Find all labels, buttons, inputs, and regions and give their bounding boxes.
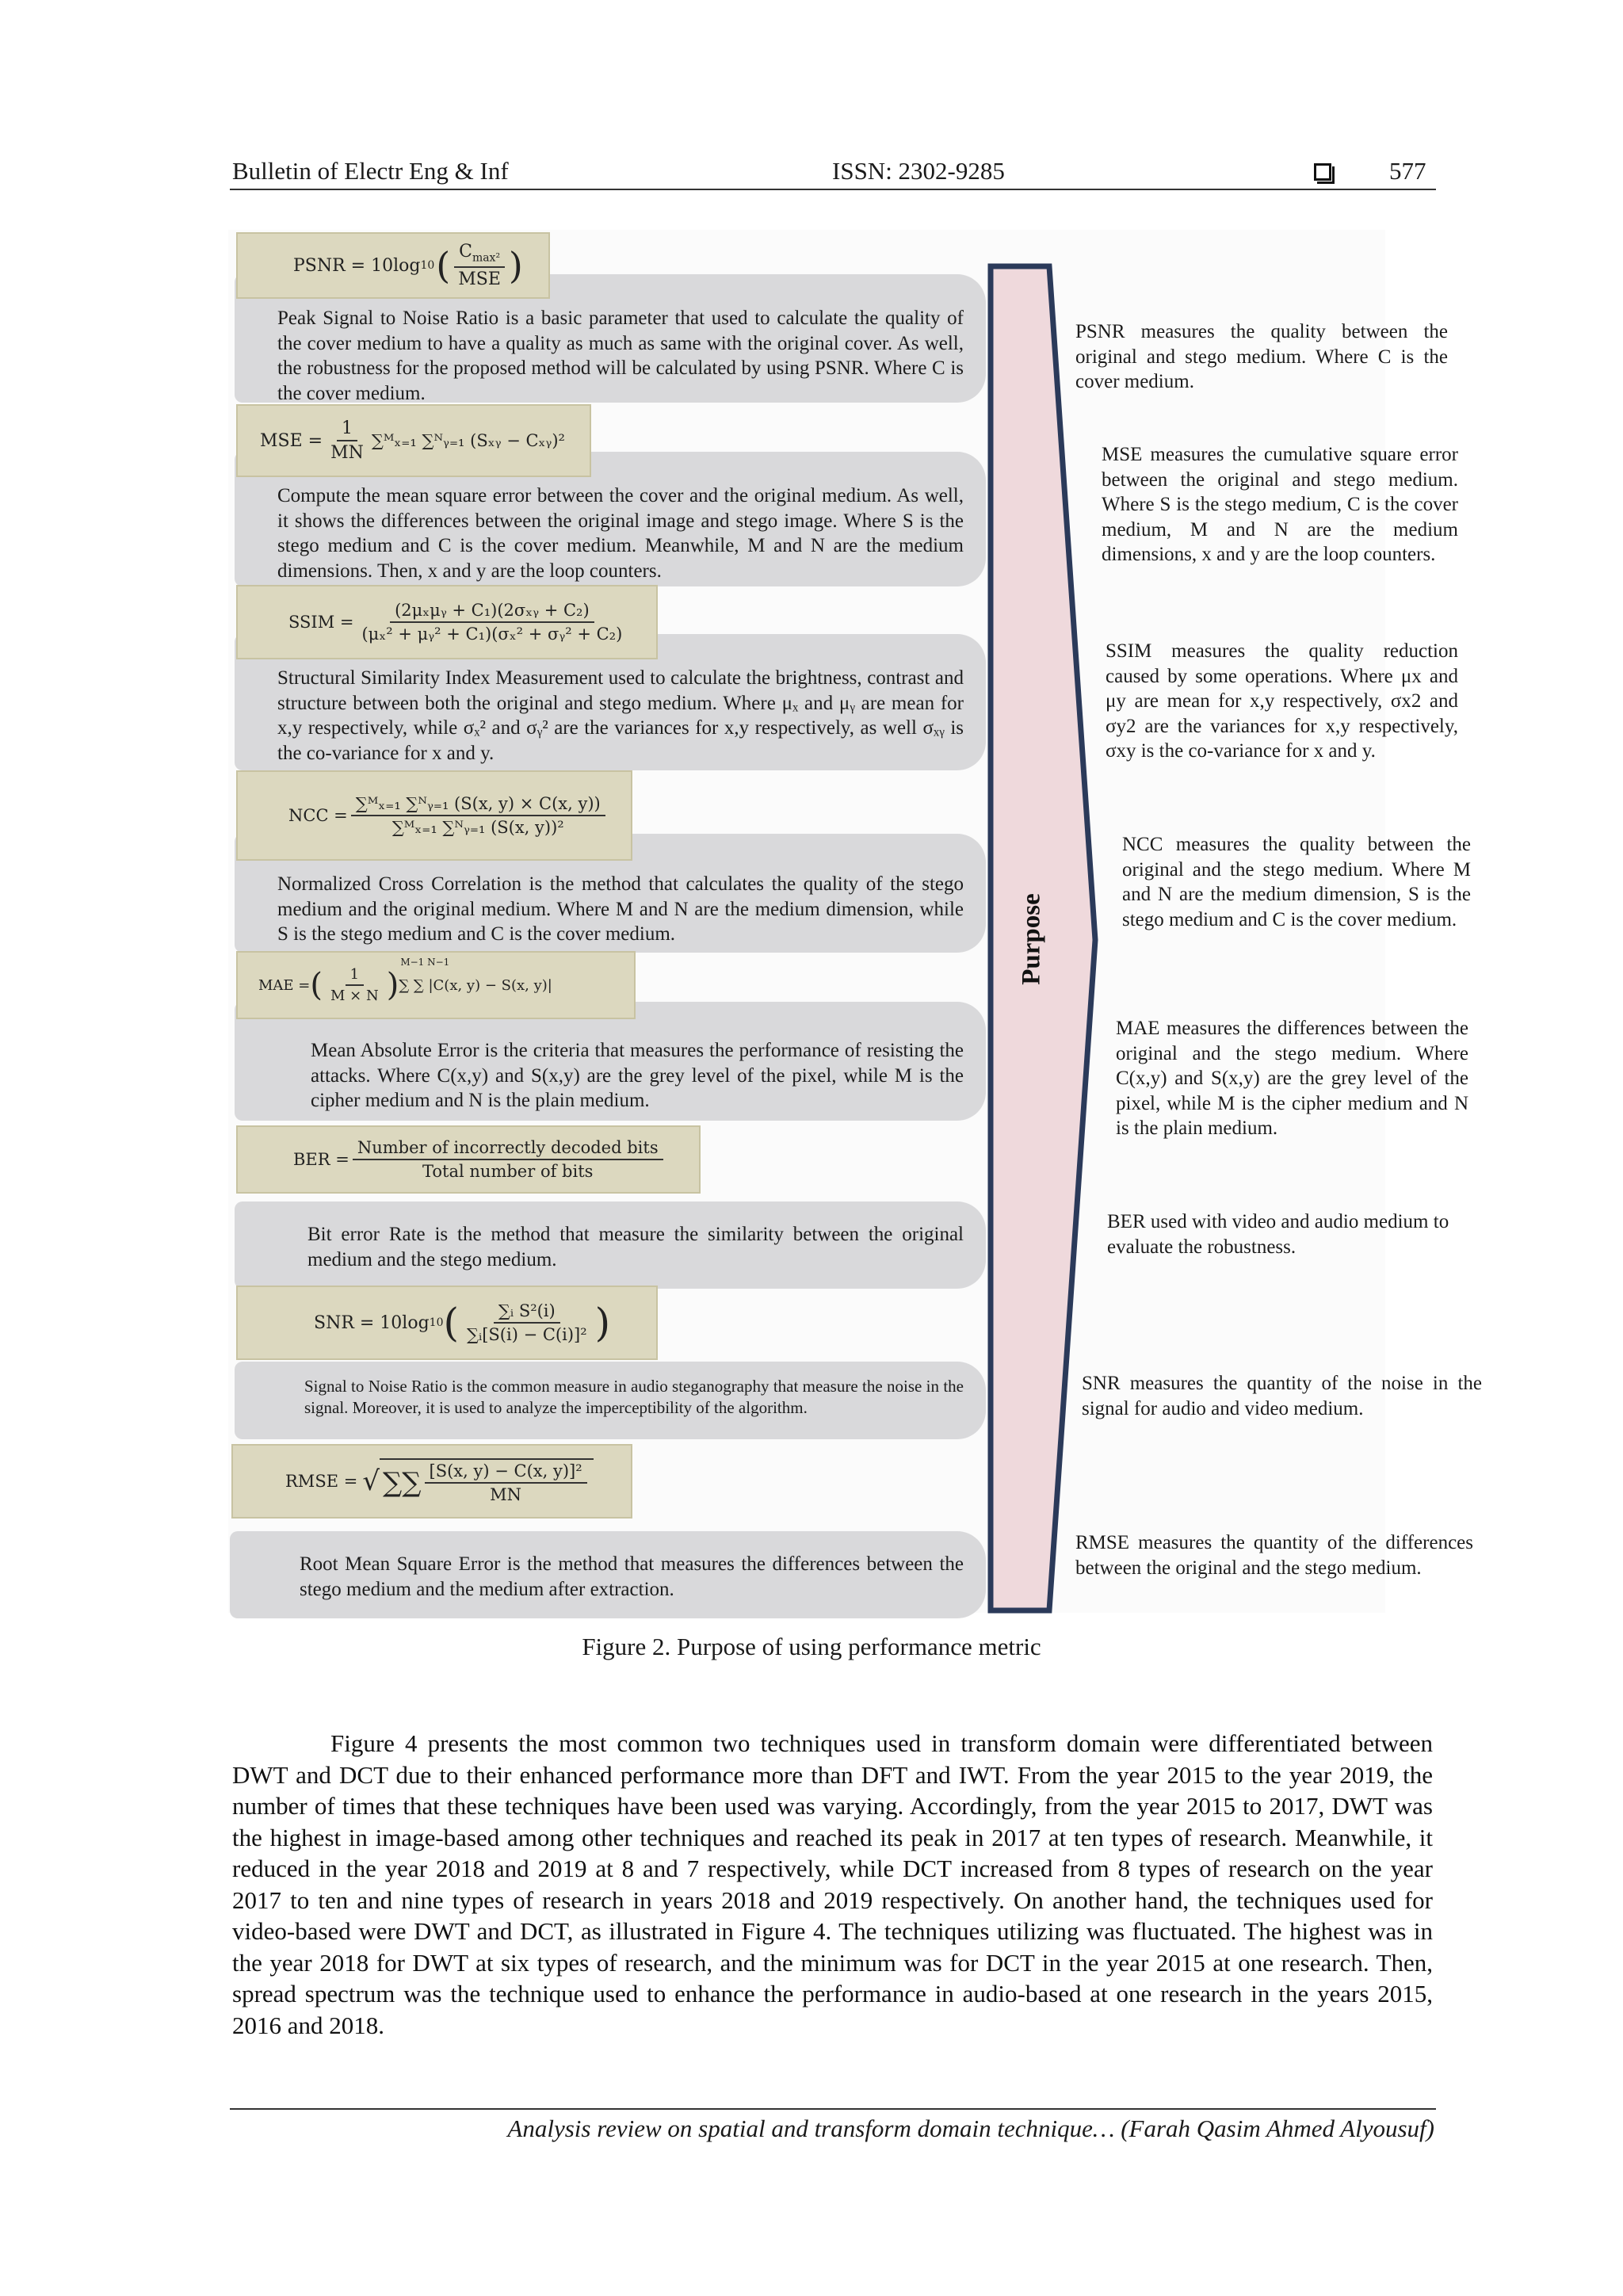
paren-right: ) [386, 967, 399, 1003]
snr-den: ∑ᵢ[S(i) − C(i)]² [467, 1325, 587, 1344]
snr-formula [236, 1286, 658, 1360]
ncc-purpose: NCC measures the quality between the original and the stego medium. Where M and N are the medium dimension, S is the stego medium and C is the cover medium. [1122, 834, 1471, 930]
snr-formula-lhs: SNR = 10log [314, 1312, 430, 1333]
mse-purpose: MSE measures the cumulative square error between the original and stego medium. Where S is the stego medium, C is the cover medium, M and N are the medium dimensions, x and y are the loop counters. [1102, 444, 1458, 565]
mae-sum [399, 956, 552, 994]
ber-description-text: Bit error Rate is the method that measure the similarity between the original medium and the stego medium. [307, 1224, 964, 1270]
figure-caption: Figure 2. Purpose of using performance metric [582, 1633, 1041, 1660]
ssim-fraction [357, 601, 627, 644]
psnr-formula [236, 232, 550, 299]
ber-purpose: BER used with video and audio medium to evaluate the robustness. [1107, 1211, 1449, 1258]
paren-left: ( [443, 1300, 460, 1346]
footer-rule [230, 2108, 1436, 2110]
mae-description-text: Mean Absolute Error is the criteria that measures the performance of resisting the attacks. Where C(x,y) and S(x,y) are the grey level of the pixel, while M is the cipher medium and N is the plain medium. [311, 1040, 964, 1111]
ncc-fraction [351, 794, 605, 837]
ssim-num: (2μₓμᵧ + C₁)(2σₓᵧ + C₂) [390, 601, 594, 623]
psnr-formula-lhs: PSNR = 10log [293, 255, 421, 276]
mae-limits: M−1 N−1 [400, 956, 450, 968]
mse-formula-rest: ∑ᴹₓ₌₁ ∑ᴺᵧ₌₁ (Sₓᵧ − Cₓᵧ)² [371, 431, 565, 450]
mae-frac-den: M × N [330, 988, 379, 1004]
ssim-description-text: Structural Similarity Index Measurement used to calculate the brightness, contrast and structure between both the original and stego medium. Where μₓ and μᵧ are mean for x,y respectively, while σₓ² and σᵧ² are the variances for x,y respectively, as well σₓᵧ is the co-variance for x and y. [277, 667, 964, 764]
mse-description-text: Compute the mean square error between the cover and the original medium. As well, it shows the differences between the original image and stego image. Where S is the stego medium and C is the cover medium. Meanwhile, M and N are the medium dimensions. Then, x and y are the loop counters. [277, 485, 964, 582]
rmse-radicand [380, 1458, 594, 1504]
mae-fraction [326, 966, 384, 1004]
mae-frac-num: 1 [346, 966, 364, 986]
psnr-fraction [453, 242, 506, 288]
psnr-description-text: Peak Signal to Noise Ratio is a basic parameter that used to calculate the quality of the cover medium to have a quality as much as same with the original cover. As well, the robustness for the proposed method will be calculated by using PSNR. Where C is the cover medium. [277, 308, 964, 404]
page-number: 577 [1389, 157, 1426, 185]
ber-formula [236, 1125, 701, 1194]
ber-fraction [353, 1138, 663, 1181]
ssim-purpose: SSIM measures the quality reduction caused by some operations. Where μx and μy are mean for x,y respectively, σx2 and σy2 are the variances for x,y respectively, σxy is the co-variance for x and y. [1106, 640, 1458, 762]
ber-num: Number of incorrectly decoded bits [353, 1138, 663, 1160]
ncc-formula-lhs: NCC = [288, 806, 348, 825]
paren-left: ( [436, 244, 451, 287]
snr-formula-sub: 10 [429, 1316, 444, 1329]
body-paragraph: Figure 4 presents the most common two techniques used in transform domain were differentiated between DWT and DCT due to their enhanced performance more than DFT and IWT. From the year 2015 to the year 2019, the number of times that these techniques have been used was varying. Accordingly, from the year 2015 to 2017, DWT was the highest in image-based among other techniques and reached its peak in 2017 at ten types of research. Meanwhile, it reduced in the year 2018 and 2019 at 8 and 7 respectively, while DCT increased from 8 types of research on the year 2017 to ten and nine types of research in years 2018 and 2019 respectively. On another hand, the techniques used for video-based were DWT and DCT, as illustrated in Figure 4. The techniques utilizing was fluctuated. The highest was in the year 2018 for DWT at six types of research, and the minimum was for DCT in the year 2015 at one research. Then, spread spectrum was the technique used to enhance the performance in audio-based at one research in the years 2015, 2016 and 2018. [232, 1729, 1433, 2039]
ncc-den: ∑ᴹₓ₌₁ ∑ᴺᵧ₌₁ (S(x, y))² [391, 818, 564, 837]
mae-formula-lhs: MAE = [258, 976, 311, 994]
mse-formula [236, 404, 591, 477]
sqrt-icon: √ [362, 1465, 380, 1497]
ncc-formula [236, 770, 632, 861]
mse-fraction [326, 418, 369, 463]
ber-formula-lhs: BER = [293, 1150, 349, 1169]
psnr-num-sub: max² [472, 251, 501, 265]
mae-formula [236, 951, 636, 1019]
psnr-purpose: PSNR measures the quality between the original and stego medium. Where C is the cover medium. [1075, 321, 1448, 392]
ncc-description-text: Normalized Cross Correlation is the method that calculates the quality of the stego medium and the original medium. Where M and N are the medium dimension, while S is the stego medium and C is the cover medium. [277, 873, 964, 945]
ber-den: Total number of bits [422, 1162, 594, 1181]
rmse-fraction [425, 1461, 587, 1504]
rmse-description [230, 1531, 986, 1618]
rmse-formula [231, 1444, 632, 1519]
rmse-description-text: Root Mean Square Error is the method that measures the differences between the stego medium and the medium after extraction. [300, 1553, 964, 1600]
snr-description [235, 1362, 986, 1439]
ssim-formula-lhs: SSIM = [288, 613, 354, 632]
paren-left: ( [310, 967, 323, 1003]
psnr-den: MSE [458, 269, 501, 289]
rmse-formula-lhs: RMSE = [285, 1472, 358, 1491]
ber-description [235, 1201, 986, 1289]
mse-frac-den: MN [330, 443, 364, 463]
running-header-journal: Bulletin of Electr Eng & Inf [232, 157, 509, 185]
mse-frac-num: 1 [337, 418, 357, 441]
mae-formula-rest: ∑ ∑ |C(x, y) − S(x, y)| [399, 976, 552, 994]
ncc-num: ∑ᴹₓ₌₁ ∑ᴺᵧ₌₁ (S(x, y) × C(x, y)) [351, 794, 605, 816]
rmse-den: MN [490, 1485, 522, 1504]
header-rule [230, 189, 1436, 190]
square-bullet-icon [1314, 163, 1331, 181]
snr-purpose: SNR measures the quantity of the noise in the signal for audio and video medium. [1082, 1373, 1482, 1419]
mae-description [235, 1002, 986, 1121]
mse-formula-lhs: MSE = [260, 430, 323, 451]
paren-right: ) [508, 244, 523, 287]
running-footer: Analysis review on spatial and transform domain technique… (Farah Qasim Ahmed Alyousuf) [507, 2115, 1434, 2142]
double-sum-icon: ∑∑ [382, 1467, 422, 1499]
snr-num: ∑ᵢ S²(i) [494, 1301, 560, 1324]
rmse-num: [S(x, y) − C(x, y)]² [425, 1461, 587, 1484]
psnr-num: C [459, 242, 472, 262]
snr-description-text: Signal to Noise Ratio is the common measure in audio steganography that measure the noise in the signal. Moreover, it is used to analyze the imperceptibility of the algorithm. [304, 1377, 964, 1417]
ssim-formula [236, 585, 658, 659]
psnr-formula-sub: 10 [420, 259, 435, 272]
snr-fraction [462, 1301, 592, 1344]
mae-purpose: MAE measures the differences between the original and the stego medium. Where C(x,y) and S(x,y) are the grey level of the pixel, while M is the cipher medium and N is the plain medium. [1116, 1018, 1468, 1139]
running-header-issn: ISSN: 2302-9285 [832, 157, 1005, 185]
rmse-purpose: RMSE measures the quantity of the differences between the original and the stego medium. [1075, 1532, 1473, 1579]
ssim-den: (μₓ² + μᵧ² + C₁)(σₓ² + σᵧ² + C₂) [361, 625, 623, 644]
purpose-label: Purpose [1017, 893, 1046, 985]
paren-right: ) [594, 1300, 611, 1346]
